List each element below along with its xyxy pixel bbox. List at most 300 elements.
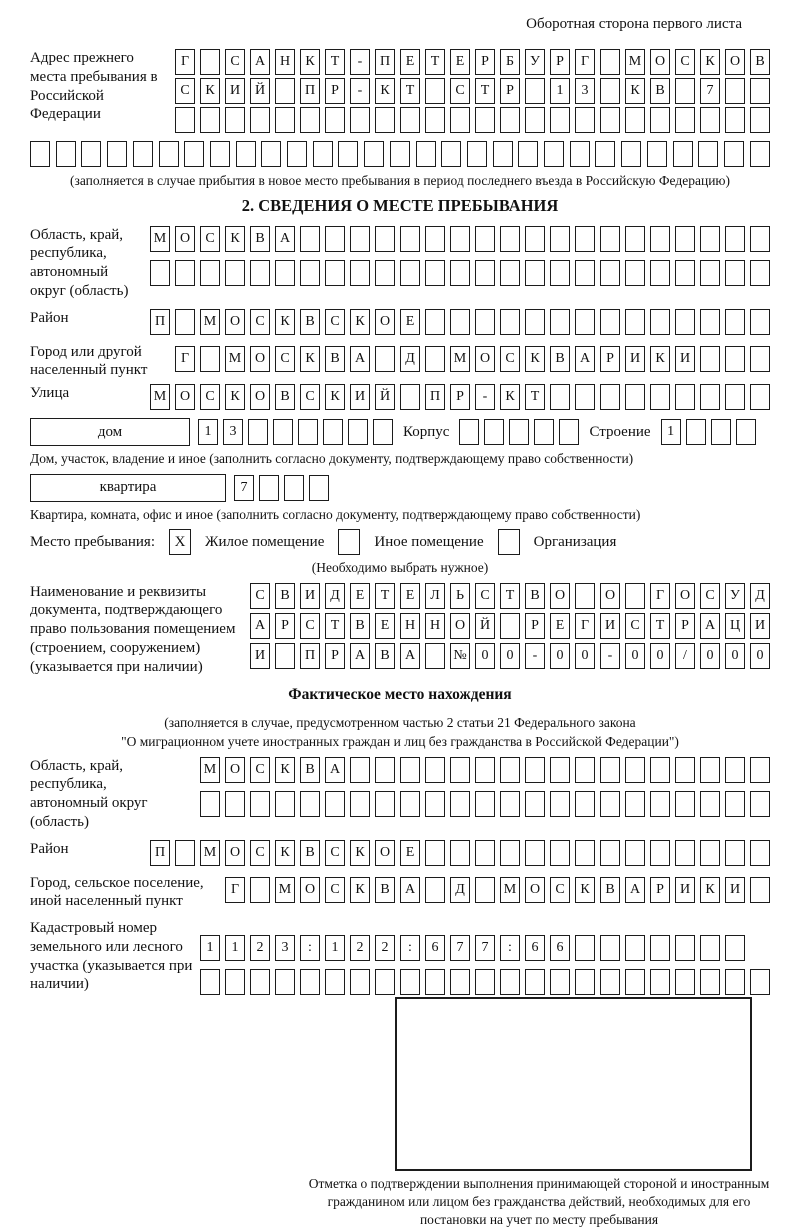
char-cell xyxy=(575,384,595,410)
char-cell xyxy=(400,226,420,252)
char-cell xyxy=(175,840,195,866)
char-cell: О xyxy=(375,840,395,866)
previous-address-row-3[interactable] xyxy=(175,107,770,133)
char-cell: С xyxy=(250,757,270,783)
char-cell xyxy=(175,309,195,335)
char-cell: 1 xyxy=(198,419,218,445)
char-cell xyxy=(625,583,645,609)
char-cell: И xyxy=(750,613,770,639)
char-cell xyxy=(686,419,706,445)
char-cell xyxy=(475,877,495,903)
char-cell xyxy=(425,757,445,783)
char-cell xyxy=(425,309,445,335)
char-cell xyxy=(248,419,268,445)
char-cell: И xyxy=(675,877,695,903)
field-actual-city xyxy=(30,874,770,912)
stay-type-organization-checkbox[interactable] xyxy=(498,529,520,555)
char-cell: О xyxy=(225,757,245,783)
char-cell xyxy=(500,107,520,133)
char-cell xyxy=(525,791,545,817)
char-cell: Р xyxy=(450,384,470,410)
char-cell xyxy=(600,226,620,252)
char-cell xyxy=(275,969,295,995)
char-cell: - xyxy=(350,78,370,104)
char-cell: В xyxy=(350,613,370,639)
char-cell xyxy=(450,969,470,995)
house-caption: Дом, участок, владение и иное (заполнить согласно документу, подтверждающему право собственности) xyxy=(30,451,634,467)
char-cell xyxy=(500,757,520,783)
char-cell xyxy=(621,141,641,167)
actual-city-row[interactable] xyxy=(225,877,770,903)
char-cell xyxy=(534,419,554,445)
char-cell xyxy=(725,346,745,372)
char-cell xyxy=(298,419,318,445)
char-cell: Р xyxy=(500,78,520,104)
char-cell: 7 xyxy=(234,475,254,501)
char-cell: Е xyxy=(400,583,420,609)
char-cell xyxy=(750,791,770,817)
char-cell: П xyxy=(300,78,320,104)
char-cell: 1 xyxy=(200,935,220,961)
char-cell: Р xyxy=(600,346,620,372)
char-cell xyxy=(575,840,595,866)
page-side-note: Оборотная сторона первого листа xyxy=(526,16,742,32)
char-cell xyxy=(425,969,445,995)
char-cell xyxy=(525,260,545,286)
char-cell xyxy=(493,141,513,167)
char-cell xyxy=(350,757,370,783)
cadastral-label: Кадастровый номер земельного или лесного участка (указывается при наличии) xyxy=(30,920,193,993)
char-cell xyxy=(570,141,590,167)
char-cell xyxy=(200,791,220,817)
char-cell xyxy=(400,107,420,133)
char-cell xyxy=(550,107,570,133)
char-cell xyxy=(200,260,220,286)
char-cell xyxy=(475,309,495,335)
district-label: Район xyxy=(30,309,69,326)
char-cell xyxy=(225,107,245,133)
char-cell: В xyxy=(275,583,295,609)
char-cell: 7 xyxy=(475,935,495,961)
char-cell: Т xyxy=(375,583,395,609)
char-cell: С xyxy=(250,840,270,866)
field-cadastral-number xyxy=(30,919,770,995)
char-cell xyxy=(373,419,393,445)
char-cell: У xyxy=(725,583,745,609)
char-cell xyxy=(700,384,720,410)
char-cell xyxy=(650,840,670,866)
char-cell xyxy=(700,260,720,286)
char-cell: С xyxy=(325,877,345,903)
char-cell xyxy=(700,309,720,335)
char-cell: И xyxy=(675,346,695,372)
apartment-cells[interactable] xyxy=(234,475,329,501)
char-cell xyxy=(500,226,520,252)
cadastral-row-1[interactable] xyxy=(200,935,770,961)
char-cell xyxy=(595,141,615,167)
char-cell: М xyxy=(150,226,170,252)
char-cell: 2 xyxy=(375,935,395,961)
char-cell xyxy=(700,757,720,783)
char-cell: 0 xyxy=(500,643,520,669)
char-cell xyxy=(600,49,620,75)
char-cell: Б xyxy=(500,49,520,75)
char-cell: А xyxy=(625,877,645,903)
char-cell xyxy=(416,141,436,167)
char-cell: И xyxy=(625,346,645,372)
actual-region-row-2[interactable] xyxy=(200,791,770,817)
char-cell xyxy=(550,384,570,410)
char-cell: 6 xyxy=(425,935,445,961)
char-cell: В xyxy=(250,226,270,252)
apartment-box-label: квартира xyxy=(30,474,226,502)
char-cell: Т xyxy=(325,613,345,639)
char-cell: С xyxy=(450,78,470,104)
char-cell xyxy=(525,78,545,104)
char-cell xyxy=(81,141,101,167)
char-cell: О xyxy=(225,840,245,866)
char-cell xyxy=(673,141,693,167)
char-cell xyxy=(700,935,720,961)
char-cell: Р xyxy=(475,49,495,75)
previous-address-row-2[interactable] xyxy=(175,78,770,104)
char-cell xyxy=(725,840,745,866)
char-cell: К xyxy=(700,877,720,903)
char-cell xyxy=(275,107,295,133)
char-cell xyxy=(350,260,370,286)
char-cell: М xyxy=(225,346,245,372)
char-cell xyxy=(300,260,320,286)
stay-type-residential-checkbox[interactable]: X xyxy=(169,529,191,555)
char-cell: О xyxy=(300,877,320,903)
char-cell xyxy=(450,791,470,817)
stay-type-other-checkbox[interactable] xyxy=(338,529,360,555)
char-cell: К xyxy=(275,840,295,866)
region-label: Область, край, республика, автономный округ (область) xyxy=(30,226,129,299)
char-cell xyxy=(284,475,304,501)
char-cell xyxy=(338,141,358,167)
char-cell xyxy=(750,78,770,104)
char-cell: Ц xyxy=(725,613,745,639)
char-cell: 0 xyxy=(725,643,745,669)
char-cell: О xyxy=(175,384,195,410)
house-number-cells[interactable] xyxy=(198,419,393,445)
char-cell xyxy=(325,260,345,286)
char-cell: В xyxy=(550,346,570,372)
char-cell xyxy=(600,840,620,866)
stay-type-residential-label: Жилое помещение xyxy=(205,533,325,550)
char-cell xyxy=(700,226,720,252)
char-cell: В xyxy=(375,877,395,903)
char-cell xyxy=(459,419,479,445)
char-cell: К xyxy=(275,757,295,783)
char-cell xyxy=(375,226,395,252)
actual-location-caption-1: (заполняется в случае, предусмотренном частью 2 статьи 21 Федерального закона xyxy=(164,715,636,731)
char-cell xyxy=(150,260,170,286)
apartment-caption: Квартира, комната, офис и иное (заполнить согласно документу, подтверждающему право собственности) xyxy=(30,506,641,522)
char-cell: О xyxy=(650,49,670,75)
char-cell xyxy=(725,384,745,410)
char-cell xyxy=(750,141,770,167)
city-row[interactable] xyxy=(175,346,770,372)
ownership-document-row-1[interactable] xyxy=(250,583,770,609)
char-cell xyxy=(525,757,545,783)
actual-district-row[interactable] xyxy=(150,840,770,866)
char-cell: К xyxy=(625,78,645,104)
street-row[interactable] xyxy=(150,384,770,410)
char-cell xyxy=(425,260,445,286)
previous-address-caption: (заполняется в случае прибытия в новое место пребывания в период последнего въезда в Российскую Федерацию) xyxy=(69,173,731,188)
char-cell xyxy=(225,260,245,286)
field-street xyxy=(30,384,770,410)
char-cell xyxy=(425,643,445,669)
char-cell xyxy=(675,969,695,995)
actual-region-row-1[interactable] xyxy=(200,757,770,783)
char-cell xyxy=(724,141,744,167)
field-house xyxy=(30,418,770,446)
char-cell xyxy=(750,260,770,286)
char-cell: А xyxy=(575,346,595,372)
char-cell: Т xyxy=(525,384,545,410)
char-cell: Н xyxy=(400,613,420,639)
char-cell: М xyxy=(275,877,295,903)
char-cell: 0 xyxy=(475,643,495,669)
char-cell: С xyxy=(475,583,495,609)
char-cell: Л xyxy=(425,583,445,609)
char-cell xyxy=(400,969,420,995)
char-cell: Р xyxy=(275,613,295,639)
char-cell: В xyxy=(275,384,295,410)
char-cell: И xyxy=(225,78,245,104)
char-cell: М xyxy=(150,384,170,410)
char-cell: Й xyxy=(475,613,495,639)
char-cell xyxy=(175,260,195,286)
char-cell: С xyxy=(200,384,220,410)
char-cell: 2 xyxy=(350,935,370,961)
char-cell: П xyxy=(425,384,445,410)
char-cell xyxy=(350,107,370,133)
char-cell: С xyxy=(250,583,270,609)
char-cell: С xyxy=(625,613,645,639)
char-cell xyxy=(544,141,564,167)
stroenie-cells[interactable] xyxy=(661,419,756,445)
char-cell: С xyxy=(300,384,320,410)
actual-region-rows xyxy=(200,757,770,817)
char-cell xyxy=(600,107,620,133)
char-cell xyxy=(500,969,520,995)
char-cell: О xyxy=(675,583,695,609)
char-cell: А xyxy=(250,49,270,75)
char-cell: Н xyxy=(425,613,445,639)
char-cell: Р xyxy=(325,643,345,669)
char-cell: В xyxy=(325,346,345,372)
char-cell xyxy=(625,840,645,866)
char-cell xyxy=(750,346,770,372)
char-cell: К xyxy=(300,346,320,372)
char-cell xyxy=(575,583,595,609)
field-stay-type xyxy=(30,529,770,555)
char-cell: 3 xyxy=(223,419,243,445)
char-cell xyxy=(261,141,281,167)
char-cell: С xyxy=(550,877,570,903)
char-cell xyxy=(390,141,410,167)
char-cell: 0 xyxy=(625,643,645,669)
street-label: Улица xyxy=(30,385,70,402)
char-cell xyxy=(750,226,770,252)
char-cell xyxy=(725,226,745,252)
char-cell xyxy=(675,78,695,104)
char-cell: 2 xyxy=(250,935,270,961)
char-cell xyxy=(350,226,370,252)
actual-location-title: Фактическое место нахождения xyxy=(288,686,512,704)
char-cell xyxy=(600,384,620,410)
char-cell xyxy=(700,840,720,866)
char-cell xyxy=(323,419,343,445)
cadastral-row-2[interactable] xyxy=(200,969,770,995)
char-cell xyxy=(575,791,595,817)
stay-type-label: Место пребывания: xyxy=(30,533,155,550)
char-cell xyxy=(375,757,395,783)
char-cell xyxy=(325,226,345,252)
char-cell: 0 xyxy=(650,643,670,669)
field-apartment xyxy=(30,474,770,502)
char-cell xyxy=(750,309,770,335)
actual-location-caption-2: "О миграционном учете иностранных граждан и лиц без гражданства в Российской Федерации") xyxy=(121,733,679,749)
char-cell xyxy=(625,226,645,252)
char-cell xyxy=(450,107,470,133)
korpus-cells[interactable] xyxy=(459,419,579,445)
char-cell: С xyxy=(325,840,345,866)
char-cell xyxy=(184,141,204,167)
char-cell xyxy=(450,840,470,866)
district-row[interactable] xyxy=(150,309,770,335)
char-cell: Е xyxy=(350,583,370,609)
previous-address-row-1[interactable] xyxy=(175,49,770,75)
ownership-document-row-3[interactable] xyxy=(250,643,770,669)
char-cell xyxy=(375,107,395,133)
char-cell: П xyxy=(150,309,170,335)
char-cell xyxy=(325,969,345,995)
char-cell xyxy=(375,969,395,995)
char-cell xyxy=(273,419,293,445)
char-cell: В xyxy=(300,309,320,335)
char-cell: М xyxy=(200,309,220,335)
char-cell: 6 xyxy=(550,935,570,961)
char-cell xyxy=(259,475,279,501)
char-cell xyxy=(450,757,470,783)
char-cell: 1 xyxy=(661,419,681,445)
char-cell xyxy=(325,791,345,817)
char-cell: К xyxy=(500,384,520,410)
char-cell xyxy=(300,226,320,252)
char-cell: Р xyxy=(650,877,670,903)
char-cell: Д xyxy=(450,877,470,903)
char-cell: 1 xyxy=(550,78,570,104)
char-cell: Т xyxy=(500,583,520,609)
stay-type-other-label: Иное помещение xyxy=(374,533,484,550)
char-cell xyxy=(348,419,368,445)
char-cell: Г xyxy=(575,49,595,75)
char-cell xyxy=(675,757,695,783)
char-cell xyxy=(600,309,620,335)
char-cell: У xyxy=(525,49,545,75)
char-cell: С xyxy=(300,613,320,639)
char-cell xyxy=(500,260,520,286)
char-cell xyxy=(375,791,395,817)
char-cell: - xyxy=(350,49,370,75)
region-rows xyxy=(150,226,770,286)
char-cell: К xyxy=(225,384,245,410)
stay-type-organization-label: Организация xyxy=(533,533,617,550)
char-cell: 0 xyxy=(700,643,720,669)
char-cell xyxy=(675,107,695,133)
stroenie-label: Строение xyxy=(589,423,651,440)
char-cell xyxy=(650,107,670,133)
char-cell xyxy=(736,419,756,445)
char-cell xyxy=(725,935,745,961)
char-cell xyxy=(250,969,270,995)
char-cell: К xyxy=(200,78,220,104)
char-cell xyxy=(625,791,645,817)
char-cell xyxy=(450,260,470,286)
char-cell xyxy=(625,309,645,335)
char-cell xyxy=(625,107,645,133)
char-cell: С xyxy=(175,78,195,104)
char-cell xyxy=(750,969,770,995)
char-cell: О xyxy=(600,583,620,609)
char-cell: Е xyxy=(400,309,420,335)
char-cell: А xyxy=(325,757,345,783)
char-cell: Т xyxy=(325,49,345,75)
char-cell xyxy=(425,226,445,252)
char-cell: - xyxy=(525,643,545,669)
char-cell xyxy=(625,757,645,783)
region-row-1[interactable] xyxy=(150,226,770,252)
char-cell xyxy=(550,969,570,995)
region-row-2[interactable] xyxy=(150,260,770,286)
char-cell xyxy=(575,969,595,995)
char-cell: Н xyxy=(275,49,295,75)
char-cell xyxy=(725,309,745,335)
char-cell xyxy=(525,226,545,252)
char-cell xyxy=(200,107,220,133)
ownership-document-row-2[interactable] xyxy=(250,613,770,639)
char-cell xyxy=(350,791,370,817)
char-cell xyxy=(675,935,695,961)
char-cell: Е xyxy=(375,613,395,639)
char-cell: В xyxy=(750,49,770,75)
char-cell xyxy=(575,757,595,783)
char-cell: Д xyxy=(750,583,770,609)
char-cell: В xyxy=(650,78,670,104)
previous-address-row-4[interactable] xyxy=(30,141,770,167)
char-cell: Г xyxy=(650,583,670,609)
char-cell xyxy=(550,791,570,817)
char-cell: Р xyxy=(525,613,545,639)
char-cell xyxy=(600,791,620,817)
char-cell xyxy=(400,791,420,817)
actual-district-label: Район xyxy=(30,840,69,857)
char-cell: 1 xyxy=(225,935,245,961)
char-cell xyxy=(600,78,620,104)
char-cell xyxy=(509,419,529,445)
char-cell: Г xyxy=(175,346,195,372)
char-cell xyxy=(559,419,579,445)
char-cell xyxy=(425,840,445,866)
char-cell: Т xyxy=(400,78,420,104)
char-cell xyxy=(400,384,420,410)
char-cell xyxy=(175,107,195,133)
